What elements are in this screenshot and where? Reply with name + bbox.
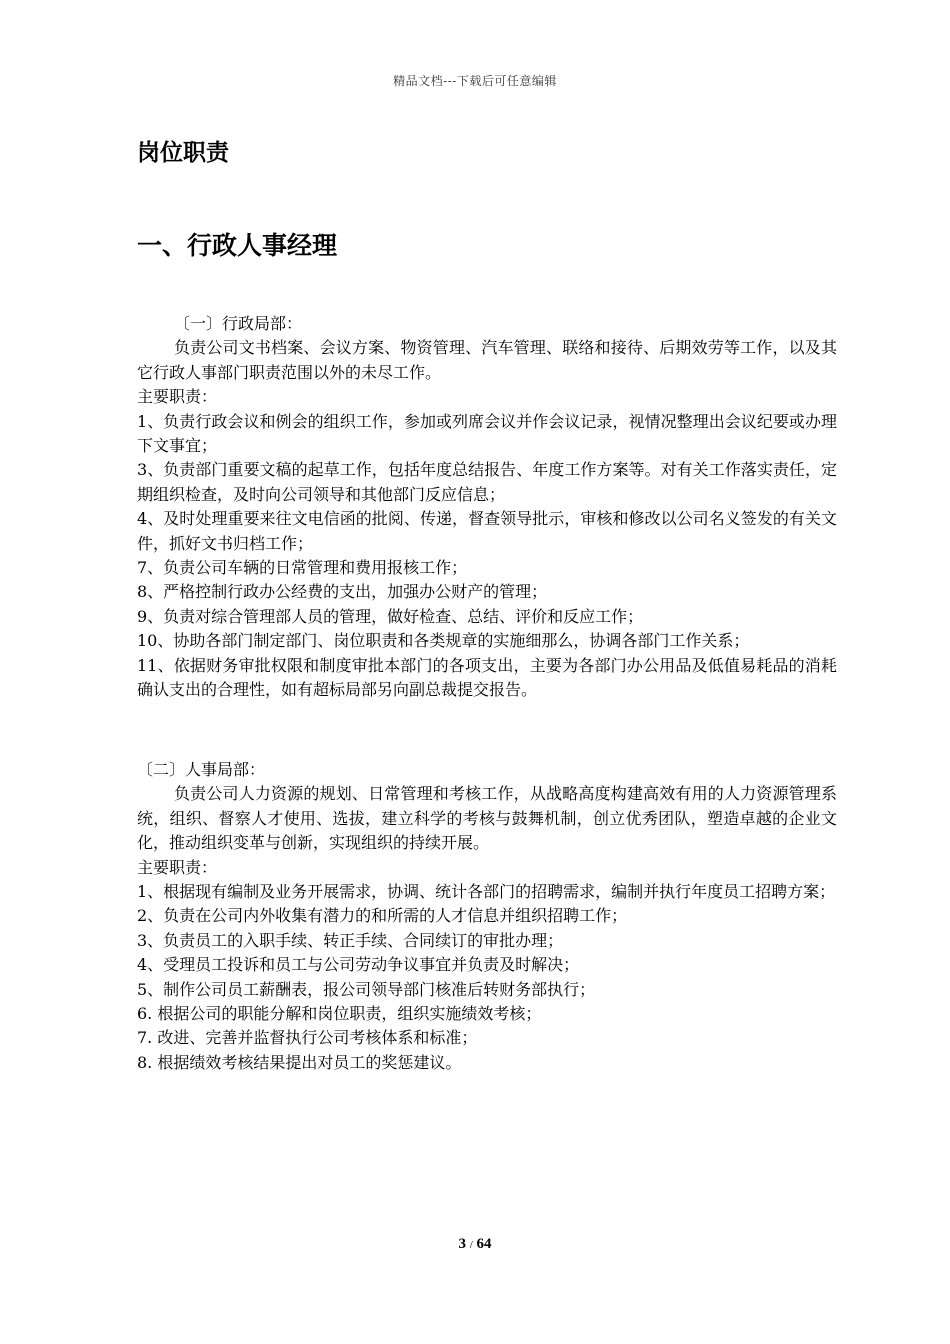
duty-item: 11、依据财务审批权限和制度审批本部门的各项支出，主要为各部门办公用品及低值易耗品的消耗确认支出的合理性，如有超标局部另向副总裁提交报告。 [137, 655, 837, 700]
duty-item: 7、负责公司车辆的日常管理和费用报核工作； [137, 558, 468, 578]
duty-item: 7. 改进、完善并监督执行公司考核体系和标准； [137, 1028, 478, 1048]
duty-item: 3、负责部门重要文稿的起草工作，包括年度总结报告、年度工作方案等。对有关工作落实责任，定期组织检查，及时向公司领导和其他部门反应信息； [137, 460, 837, 504]
duties-label: 主要职责： [137, 857, 218, 877]
duty-item: 1、根据现有编制及业务开展需求，协调、统计各部门的招聘需求，编制并执行年度员工招聘方案； [137, 882, 836, 902]
total-pages: 64 [476, 1236, 492, 1252]
page-number [0, 1236, 950, 1253]
document-title: 岗位职责 [137, 140, 229, 166]
current-page: 3 [458, 1236, 466, 1252]
duty-item: 5、制作公司员工薪酬表，报公司领导部门核准后转财务部执行； [137, 979, 596, 999]
page-header: 精品文档---下载后可任意编辑 [393, 74, 557, 88]
section-administration [137, 312, 837, 703]
duty-item: 8、严格控制行政办公经费的支出，加强办公财产的管理； [137, 582, 548, 602]
duty-item: 8. 根据绩效考核结果提出对员工的奖惩建议。 [137, 1052, 462, 1072]
duty-item: 4、及时处理重要来往文电信函的批阅、传递，督查领导批示，审核和修改以公司名义签发的有关文件，抓好文书归档工作； [137, 509, 837, 553]
section-description: 负责公司文书档案、会议方案、物资管理、汽车管理、联络和接待、后期效劳等工作，以及其它行政人事部门职责范围以外的未尽工作。 [137, 338, 837, 382]
duty-item: 1、负责行政会议和例会的组织工作，参加或列席会议并作会议记录，视情况整理出会议纪要或办理下文事宜； [137, 411, 837, 456]
section-human-resources [137, 758, 837, 1075]
section-description: 负责公司人力资源的规划、日常管理和考核工作，从战略高度构建高效有用的人力资源管理系统，组织、督察人才使用、选拔，建立科学的考核与鼓舞机制，创立优秀团队，塑造卓越的企业文化，推动组织变革与创新，实现组织的持续开展。 [137, 784, 837, 853]
duty-item: 10、协助各部门制定部门、岗位职责和各类规章的实施细那么，协调各部门工作关系； [137, 631, 750, 651]
section-heading: 〔二〕人事局部： [137, 760, 266, 779]
duty-item: 9、负责对综合管理部人员的管理，做好检查、总结、评价和反应工作； [137, 606, 644, 626]
duty-item: 2、负责在公司内外收集有潜力的和所需的人才信息并组织招聘工作； [137, 906, 628, 926]
duty-item: 3、负责员工的入职手续、转正手续、合同续订的审批办理； [137, 930, 564, 950]
chapter-title: 一、行政人事经理 [137, 231, 338, 260]
page-separator: / [469, 1239, 473, 1251]
section-heading: 〔一〕行政局部： [174, 314, 303, 333]
duty-item: 6. 根据公司的职能分解和岗位职责，组织实施绩效考核； [137, 1004, 542, 1024]
duty-item: 4、受理员工投诉和员工与公司劳动争议事宜并负责及时解决； [137, 955, 580, 975]
duties-label: 主要职责： [137, 387, 218, 407]
